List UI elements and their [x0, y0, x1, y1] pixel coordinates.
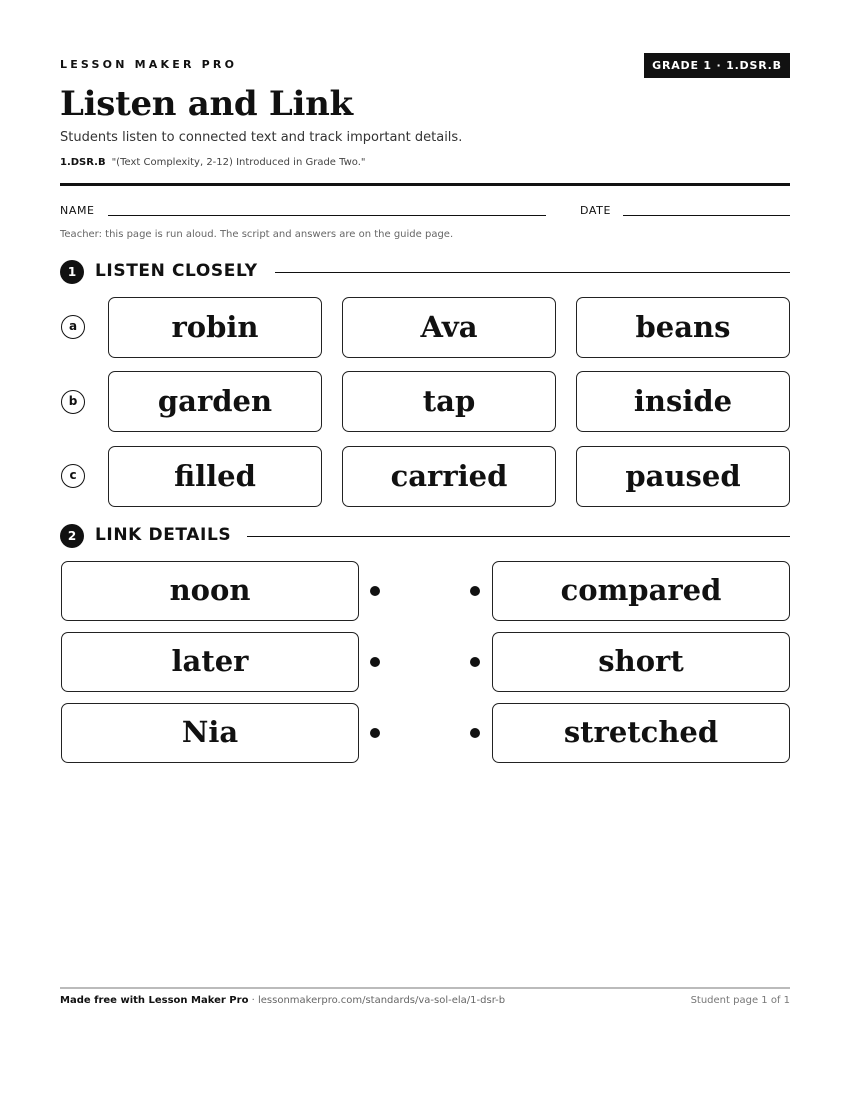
section-title: LISTEN CLOSELY [95, 261, 258, 281]
page-subtitle: Students listen to connected text and track important details. [60, 130, 463, 145]
section-title: LINK DETAILS [95, 525, 232, 545]
section-listen-closely [60, 259, 790, 283]
standard-note: "(Text Complexity, 2-12) Introduced in Grade Two." [111, 157, 366, 168]
word-card-tap[interactable]: tap [342, 371, 556, 432]
teacher-note: Teacher: this page is run aloud. The script and answers are on the guide page. [60, 229, 454, 240]
word-card-garden[interactable]: garden [108, 371, 322, 432]
word-card-inside[interactable]: inside [576, 371, 790, 432]
footer-divider [60, 987, 790, 989]
link-dot-left[interactable] [370, 586, 380, 596]
link-dot-left[interactable] [370, 657, 380, 667]
brand-name: LESSON MAKER PRO [60, 58, 238, 71]
link-dot-left[interactable] [370, 728, 380, 738]
link-dot-right[interactable] [470, 728, 480, 738]
section-divider [247, 536, 790, 537]
word-card-paused[interactable]: paused [576, 446, 790, 507]
link-card-left-later[interactable]: later [61, 632, 359, 692]
footer-page-number: Student page 1 of 1 [690, 995, 790, 1006]
name-field[interactable] [108, 215, 546, 216]
link-dot-right[interactable] [470, 657, 480, 667]
word-card-filled[interactable]: filled [108, 446, 322, 507]
date-label: DATE [580, 204, 612, 217]
row-letter-a: a [61, 315, 85, 339]
link-card-left-nia[interactable]: Nia [61, 703, 359, 763]
link-card-right-short[interactable]: short [492, 632, 790, 692]
grade-badge: GRADE 1 · 1.DSR.B [644, 53, 790, 78]
row-letter-c: c [61, 464, 85, 488]
link-card-left-noon[interactable]: noon [61, 561, 359, 621]
standard-line [60, 157, 366, 168]
standard-code: 1.DSR.B [60, 157, 106, 168]
footer-url[interactable]: lessonmakerpro.com/standards/va-sol-ela/1-dsr-b [257, 995, 506, 1006]
section-link-details [60, 523, 790, 547]
link-card-right-stretched[interactable]: stretched [492, 703, 790, 763]
link-card-right-compared[interactable]: compared [492, 561, 790, 621]
header-divider [60, 183, 790, 186]
word-card-ava[interactable]: Ava [342, 297, 556, 358]
section-number-badge: 1 [60, 260, 84, 284]
footer-credit [60, 995, 505, 1006]
word-card-robin[interactable]: robin [108, 297, 322, 358]
footer-separator: · [248, 995, 258, 1006]
date-field[interactable] [623, 215, 790, 216]
page-title: Listen and Link [60, 84, 353, 124]
word-card-carried[interactable]: carried [342, 446, 556, 507]
word-card-beans[interactable]: beans [576, 297, 790, 358]
row-letter-b: b [61, 390, 85, 414]
link-dot-right[interactable] [470, 586, 480, 596]
footer-made-with: Made free with Lesson Maker Pro [60, 995, 249, 1006]
section-divider [275, 272, 790, 273]
name-label: NAME [60, 204, 95, 217]
section-number-badge: 2 [60, 524, 84, 548]
